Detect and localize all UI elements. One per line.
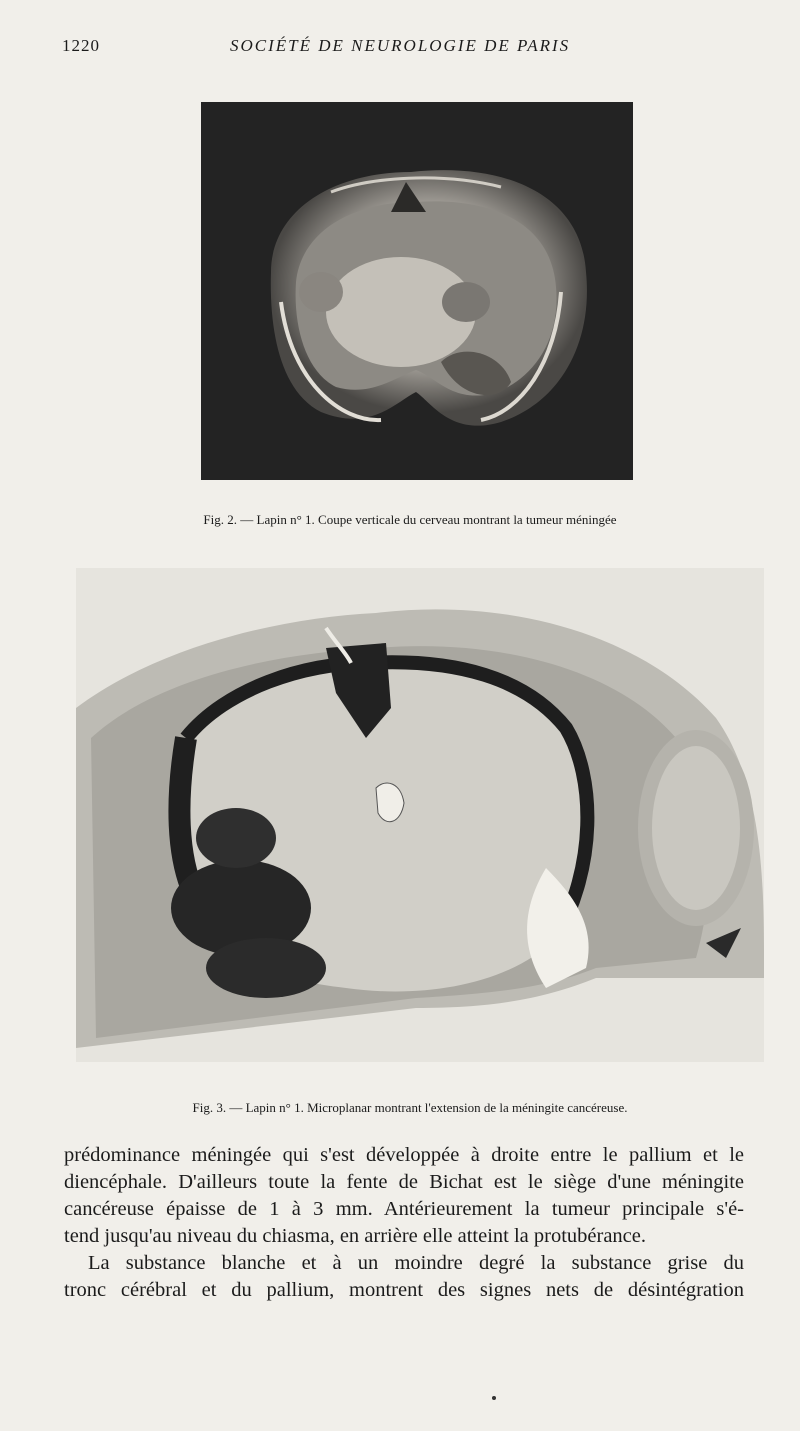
figure-3-label: Fig. 3.	[192, 1100, 227, 1115]
page-mark	[492, 1396, 496, 1400]
body-line: tend jusqu'au niveau du chiasma, en arrière elle atteint la protubérance.	[64, 1225, 646, 1247]
body-line: prédominance méningée qui s'est développée à droite entre le pallium et le	[64, 1144, 744, 1166]
figure-3-caption	[0, 1100, 800, 1116]
figure-3-caption-text: — Lapin n° 1. Microplanar montrant l'extension de la méningite cancéreuse.	[226, 1100, 628, 1115]
page-number: 1220	[62, 36, 100, 55]
figure-2-caption-text: — Lapin n° 1. Coupe verticale du cerveau montrant la tumeur méningée	[237, 512, 617, 527]
page-header	[0, 36, 800, 60]
figure-2-photo	[201, 102, 633, 480]
running-title: SOCIÉTÉ DE NEUROLOGIE DE PARIS	[230, 36, 571, 55]
body-line: tronc cérébral et du pallium, montrent des signes nets de désintégration	[64, 1279, 744, 1301]
body-line: La substance blanche et à un moindre degré la substance grise du	[88, 1252, 744, 1274]
body-line: cancéreuse épaisse de 1 à 3 mm. Antérieurement la tumeur principale s'é-	[64, 1198, 744, 1220]
body-paragraph	[64, 1142, 744, 1304]
body-line: diencéphale. D'ailleurs toute la fente de Bichat est le siège d'une méningite	[64, 1171, 744, 1193]
figure-2-label: Fig. 2.	[203, 512, 238, 527]
figure-2-caption	[0, 512, 800, 528]
figure-3-photo	[76, 568, 764, 1062]
